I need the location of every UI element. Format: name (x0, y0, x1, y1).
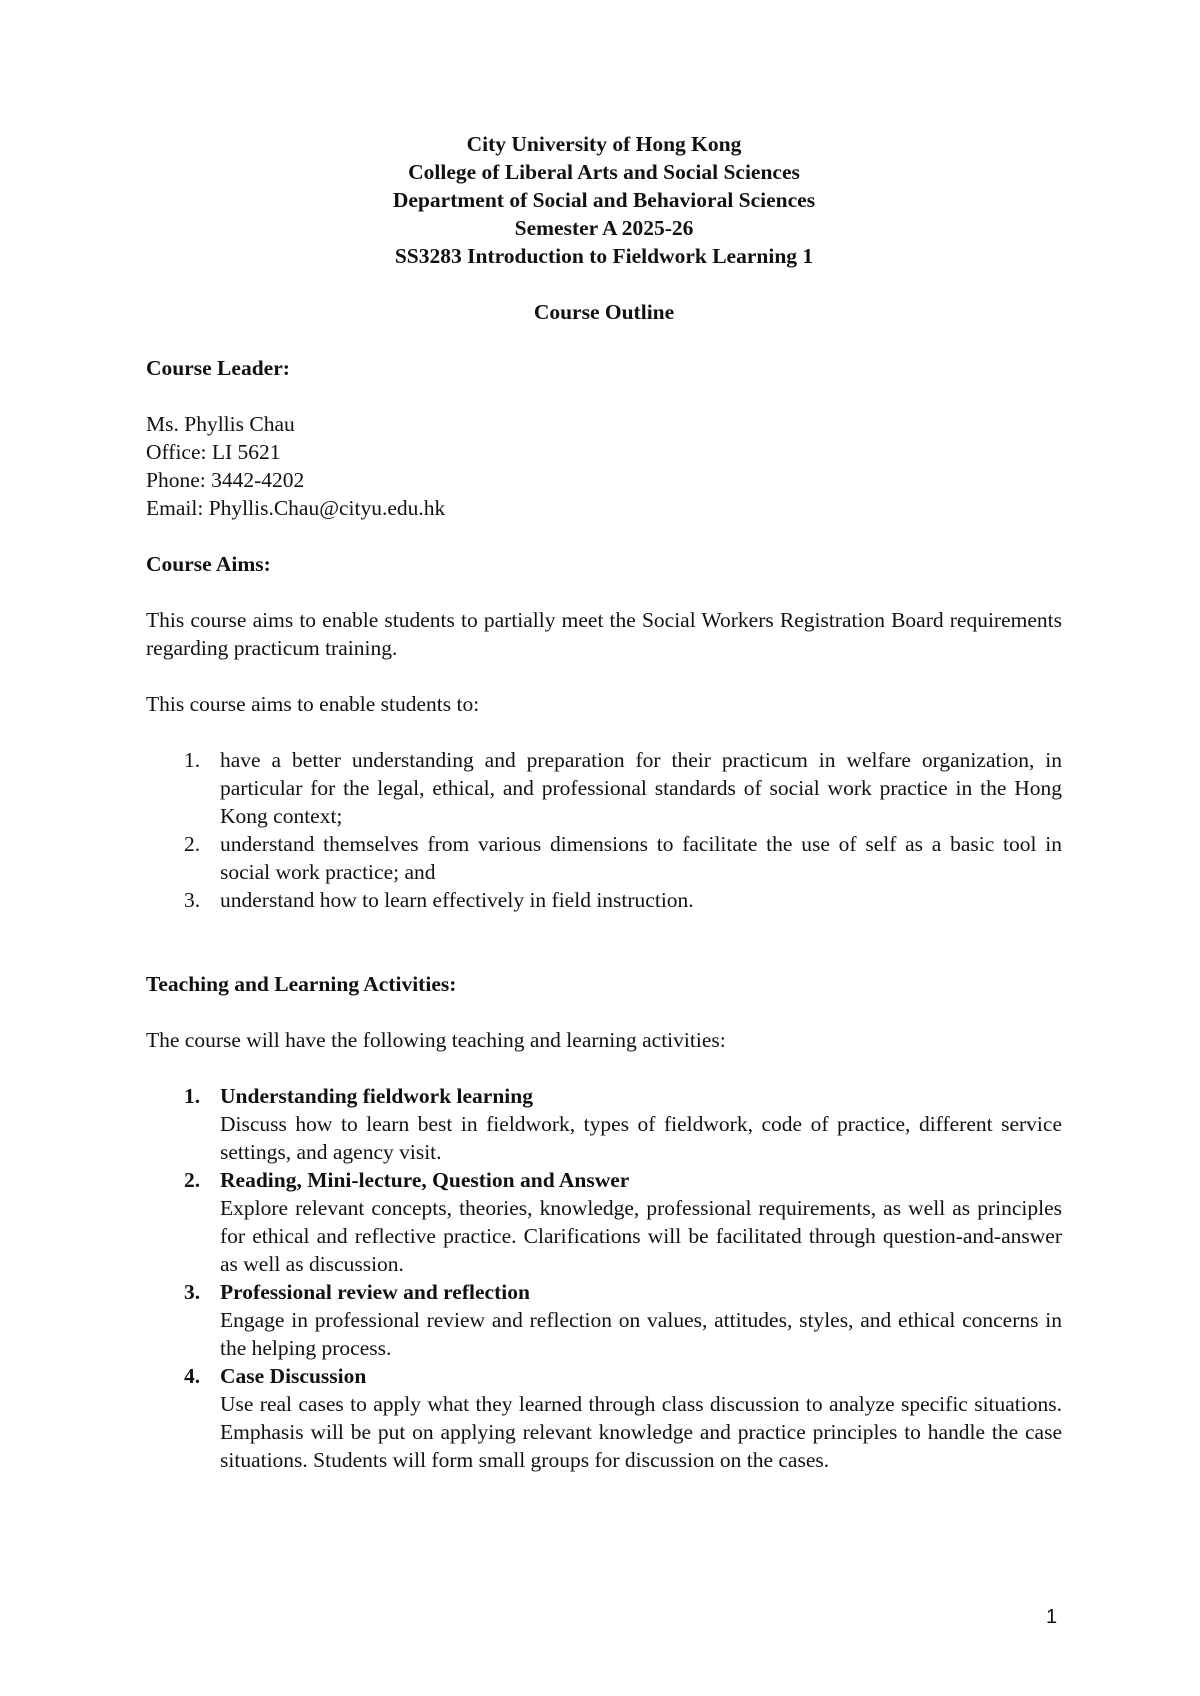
list-number: 2. (184, 1168, 201, 1192)
leader-office: Office: LI 5621 (146, 440, 281, 464)
activity-title: Understanding fieldwork learning (220, 1084, 533, 1108)
aims-list (146, 746, 1062, 914)
course-title: SS3283 Introduction to Fieldwork Learning 1 (394, 244, 814, 268)
activities-lead: The course will have the following teaching and learning activities: (146, 1028, 726, 1052)
list-item (146, 1166, 1062, 1278)
aims-intro: This course aims to enable students to partially meet the Social Workers Registration Board requirements regarding practicum training. (146, 608, 1062, 660)
activity-text: Engage in professional review and reflection on values, attitudes, styles, and ethical concerns in the helping process. (220, 1308, 1062, 1360)
leader-phone: Phone: 3442-4202 (146, 468, 305, 492)
activity-title: Professional review and reflection (220, 1280, 530, 1304)
list-text: understand how to learn effectively in field instruction. (220, 888, 694, 912)
list-number: 1. (184, 1084, 201, 1108)
activity-text: Explore relevant concepts, theories, knowledge, professional requirements, as well as principles for ethical and reflective practice. Clarifications will be facilitated through question-and-answer as well as discussion. (220, 1196, 1062, 1276)
document-title: Course Outline (533, 300, 675, 324)
leader-email: Email: Phyllis.Chau@cityu.edu.hk (146, 496, 446, 520)
page-number: 1 (1046, 1606, 1058, 1628)
list-number: 3. (184, 1280, 201, 1304)
list-item (146, 830, 1062, 886)
leader-name: Ms. Phyllis Chau (146, 412, 295, 436)
list-item (146, 1082, 1062, 1166)
list-number: 1. (184, 748, 201, 772)
college-name: College of Liberal Arts and Social Sciences (408, 160, 800, 184)
list-number: 4. (184, 1364, 201, 1388)
list-item (146, 1362, 1062, 1474)
activity-text: Discuss how to learn best in fieldwork, types of fieldwork, code of practice, different service settings, and agency visit. (220, 1112, 1062, 1164)
list-item (146, 886, 1062, 914)
activity-text: Use real cases to apply what they learned through class discussion to analyze specific situations. Emphasis will be put on applying relevant knowledge and practice principles to handle the case situations. Students will form small groups for discussion on the cases. (220, 1392, 1062, 1472)
list-number: 3. (184, 888, 201, 912)
page-content (146, 130, 1062, 1474)
activities-heading: Teaching and Learning Activities: (146, 972, 457, 996)
activity-title: Case Discussion (220, 1364, 367, 1388)
university-name: City University of Hong Kong (466, 132, 742, 156)
list-item (146, 746, 1062, 830)
course-leader-heading: Course Leader: (146, 356, 290, 380)
activities-list (146, 1082, 1062, 1474)
list-number: 2. (184, 832, 201, 856)
list-item (146, 1278, 1062, 1362)
activity-title: Reading, Mini-lecture, Question and Answer (220, 1168, 630, 1192)
list-text: understand themselves from various dimensions to facilitate the use of self as a basic tool in social work practice; and (220, 832, 1062, 884)
department-name: Department of Social and Behavioral Sciences (392, 188, 816, 212)
list-text: have a better understanding and preparation for their practicum in welfare organization, in particular for the legal, ethical, and professional standards of social work practice in the Hong Kong context; (220, 748, 1062, 828)
course-aims-heading: Course Aims: (146, 552, 271, 576)
semester: Semester A 2025-26 (514, 216, 694, 240)
aims-lead: This course aims to enable students to: (146, 692, 480, 716)
document-header (146, 130, 1062, 270)
